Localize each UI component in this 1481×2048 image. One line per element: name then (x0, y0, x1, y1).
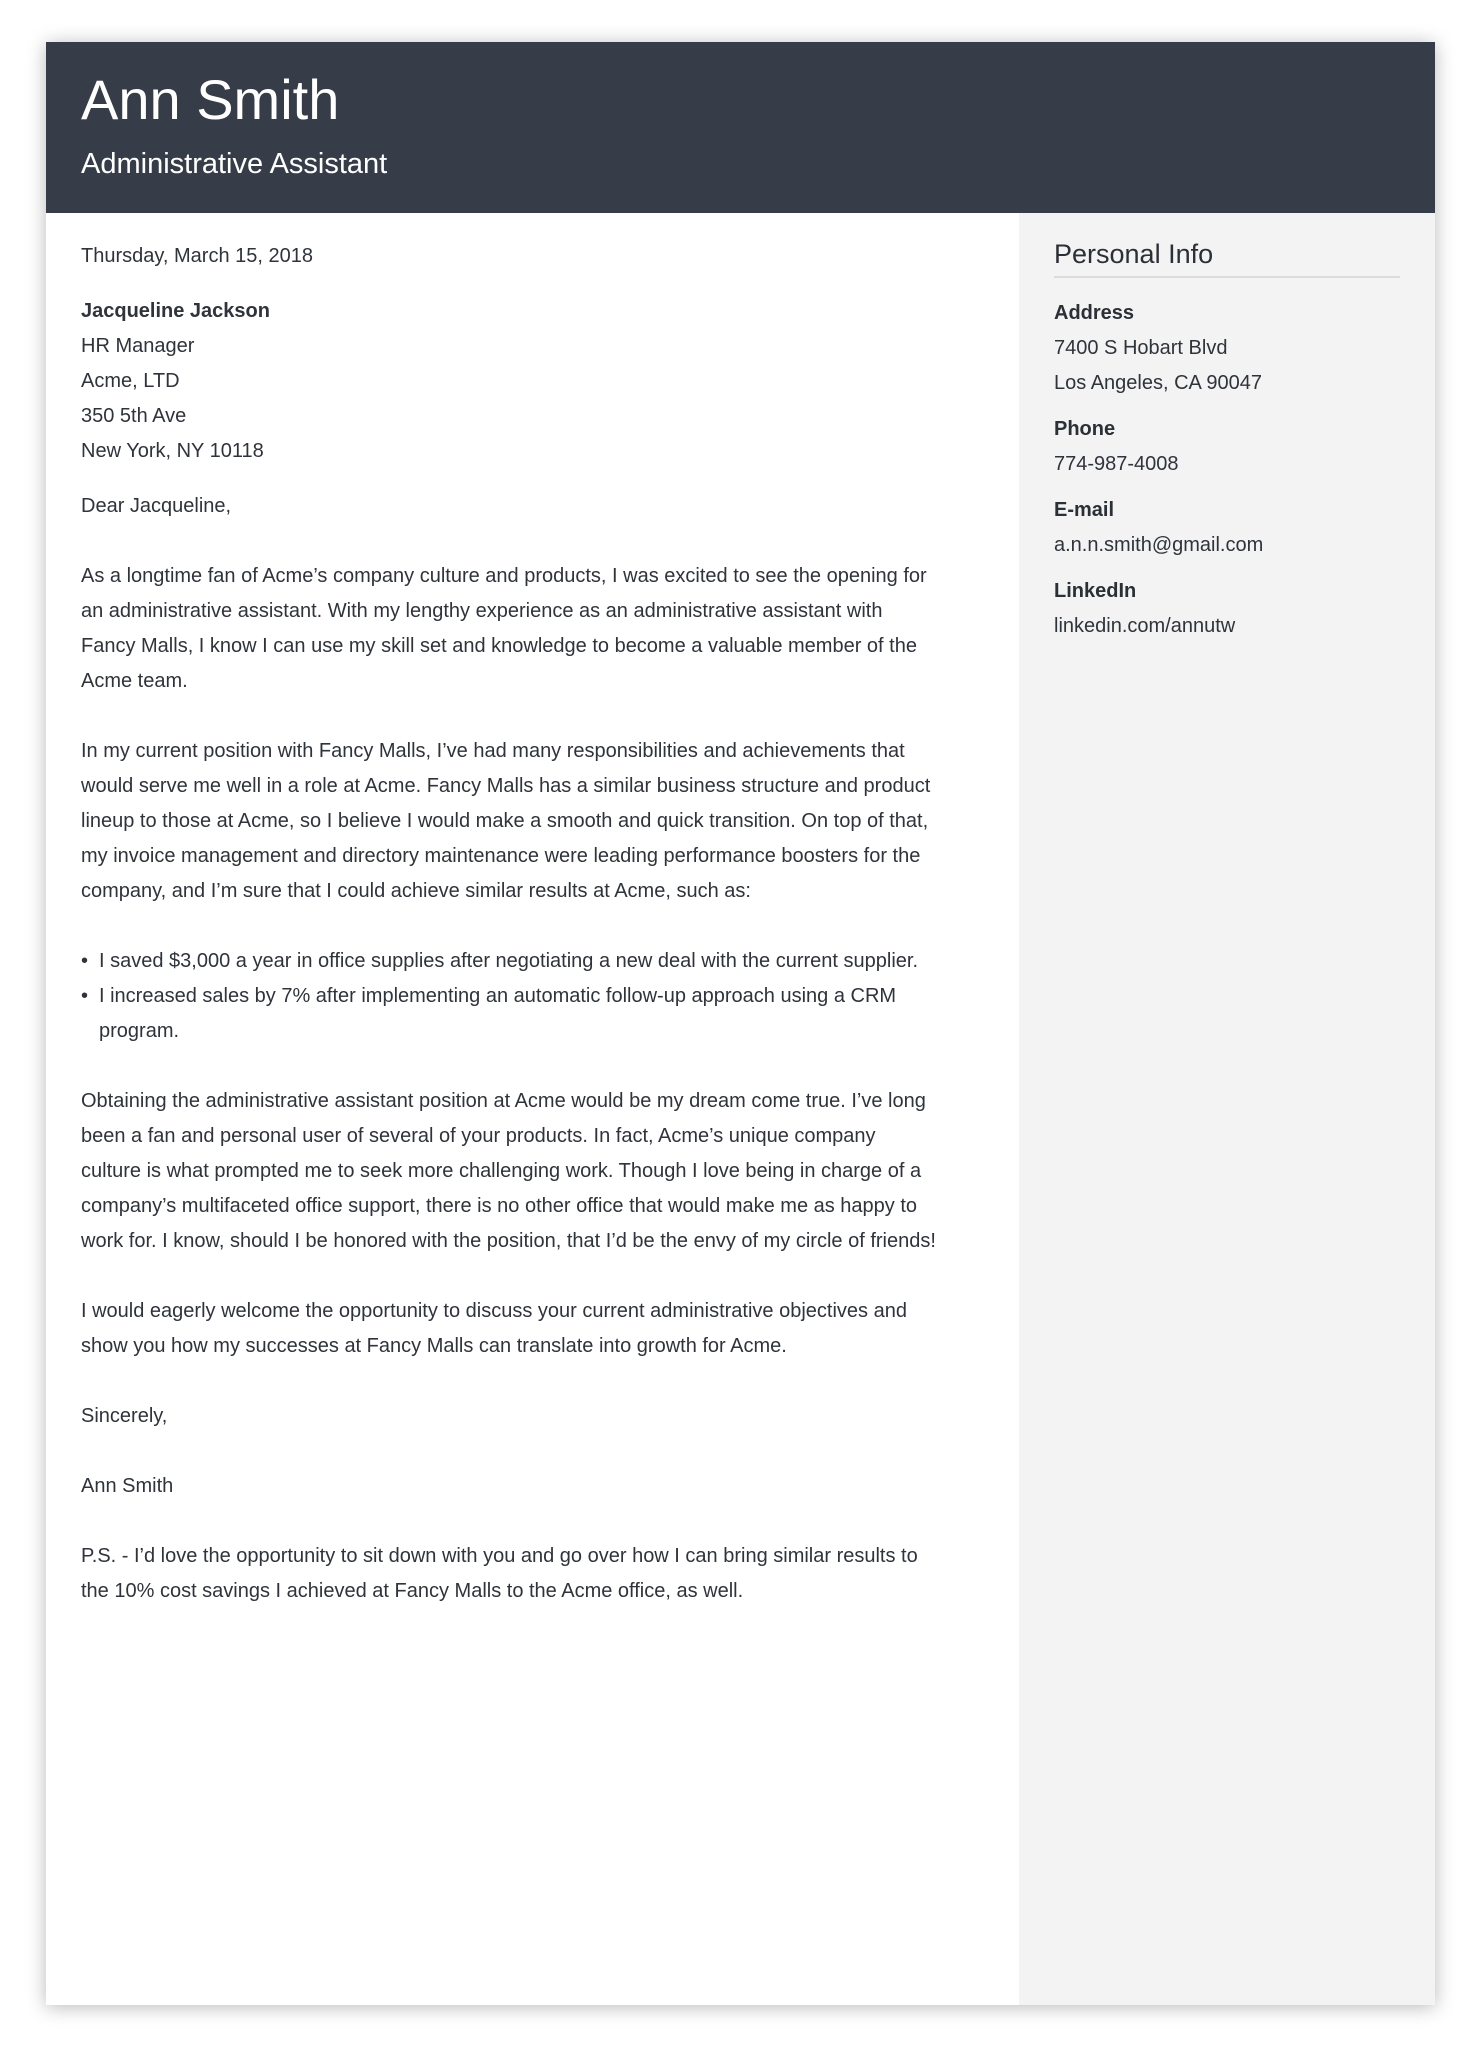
address-label: Address (1054, 302, 1135, 324)
letter-greeting: Dear Jacqueline, (81, 495, 232, 517)
address-line-2: Los Angeles, CA 90047 (1054, 372, 1262, 394)
email-block (1054, 493, 1400, 563)
achievements-list (81, 944, 1016, 1049)
text-line: Obtaining the administrative assistant position at Acme would be my dream come true. I’ve long (81, 1090, 926, 1112)
text-line: Fancy Malls, I know I can use my skill set and knowledge to become a valuable member of the (81, 635, 917, 657)
text-line: program. (99, 1020, 180, 1042)
phone-value: 774-987-4008 (1054, 453, 1179, 475)
text-line: my invoice management and directory maintenance were leading performance boosters for the (81, 845, 921, 867)
recipient-title: HR Manager (81, 335, 195, 357)
text-line: I would eagerly welcome the opportunity to discuss your current administrative objectives and (81, 1300, 907, 1322)
text-line: P.S. - I’d love the opportunity to sit down with you and go over how I can bring similar results to (81, 1545, 918, 1567)
applicant-job-title: Administrative Assistant (81, 148, 388, 180)
paragraph-motivation (81, 1084, 1016, 1259)
recipient-city: New York, NY 10118 (81, 440, 264, 462)
text-line: would serve me well in a role at Acme. Fancy Malls has a similar business structure and product (81, 775, 931, 797)
personal-info-sidebar (1019, 213, 1435, 2005)
letter-signature: Ann Smith (81, 1475, 174, 1497)
text-line: been a fan and personal user of several of your products. In fact, Acme’s unique company (81, 1125, 876, 1147)
text-line: culture is what prompted me to seek more challenging work. Though I love being in charge of a (81, 1160, 922, 1182)
text-line: show you how my successes at Fancy Malls can translate into growth for Acme. (81, 1335, 787, 1357)
text-line: company, and I’m sure that I could achieve similar results at Acme, such as: (81, 880, 751, 902)
letter-body (81, 213, 1016, 1644)
recipient-company: Acme, LTD (81, 370, 180, 392)
letter-date: Thursday, March 15, 2018 (81, 245, 313, 267)
text-line: As a longtime fan of Acme’s company culture and products, I was excited to see the opening for (81, 565, 927, 587)
recipient-block (81, 294, 1016, 469)
header-banner (46, 42, 1435, 213)
list-item (81, 979, 1016, 1049)
text-line: company’s multifaceted office support, there is no other office that would make me as happy to (81, 1195, 918, 1217)
list-item (81, 944, 1016, 979)
linkedin-value: linkedin.com/annutw (1054, 615, 1236, 637)
phone-block (1054, 412, 1400, 482)
linkedin-label: LinkedIn (1054, 580, 1137, 602)
sidebar-title: Personal Info (1054, 241, 1400, 278)
text-line: Acme team. (81, 670, 188, 692)
recipient-street: 350 5th Ave (81, 405, 187, 427)
linkedin-block (1054, 574, 1400, 644)
letter-closing: Sincerely, (81, 1405, 168, 1427)
recipient-name: Jacqueline Jackson (81, 300, 270, 322)
text-line: I saved $3,000 a year in office supplies after negotiating a new deal with the current supplier. (99, 950, 919, 972)
email-label: E-mail (1054, 499, 1115, 521)
text-line: the 10% cost savings I achieved at Fancy Malls to the Acme office, as well. (81, 1580, 744, 1602)
text-line: an administrative assistant. With my lengthy experience as an administrative assistant with (81, 600, 883, 622)
text-line: In my current position with Fancy Malls, I’ve had many responsibilities and achievements that (81, 740, 905, 762)
bullet-icon: • (81, 985, 89, 1007)
paragraph-closing (81, 1294, 1016, 1364)
paragraph-experience (81, 734, 1016, 909)
bullet-icon: • (81, 950, 89, 972)
address-block (1054, 296, 1400, 401)
text-line: lineup to those at Acme, so I believe I would make a smooth and quick transition. On top of that, (81, 810, 929, 832)
address-line-1: 7400 S Hobart Blvd (1054, 337, 1228, 359)
phone-label: Phone (1054, 418, 1116, 440)
paragraph-intro (81, 559, 1016, 699)
text-line: work for. I know, should I be honored with the position, that I’d be the envy of my circle of friends! (81, 1230, 936, 1252)
applicant-name: Ann Smith (81, 68, 340, 131)
email-value: a.n.n.smith@gmail.com (1054, 534, 1264, 556)
cover-letter-page (46, 42, 1435, 2005)
letter-postscript (81, 1539, 1016, 1609)
text-line: I increased sales by 7% after implementing an automatic follow-up approach using a CRM (99, 985, 897, 1007)
